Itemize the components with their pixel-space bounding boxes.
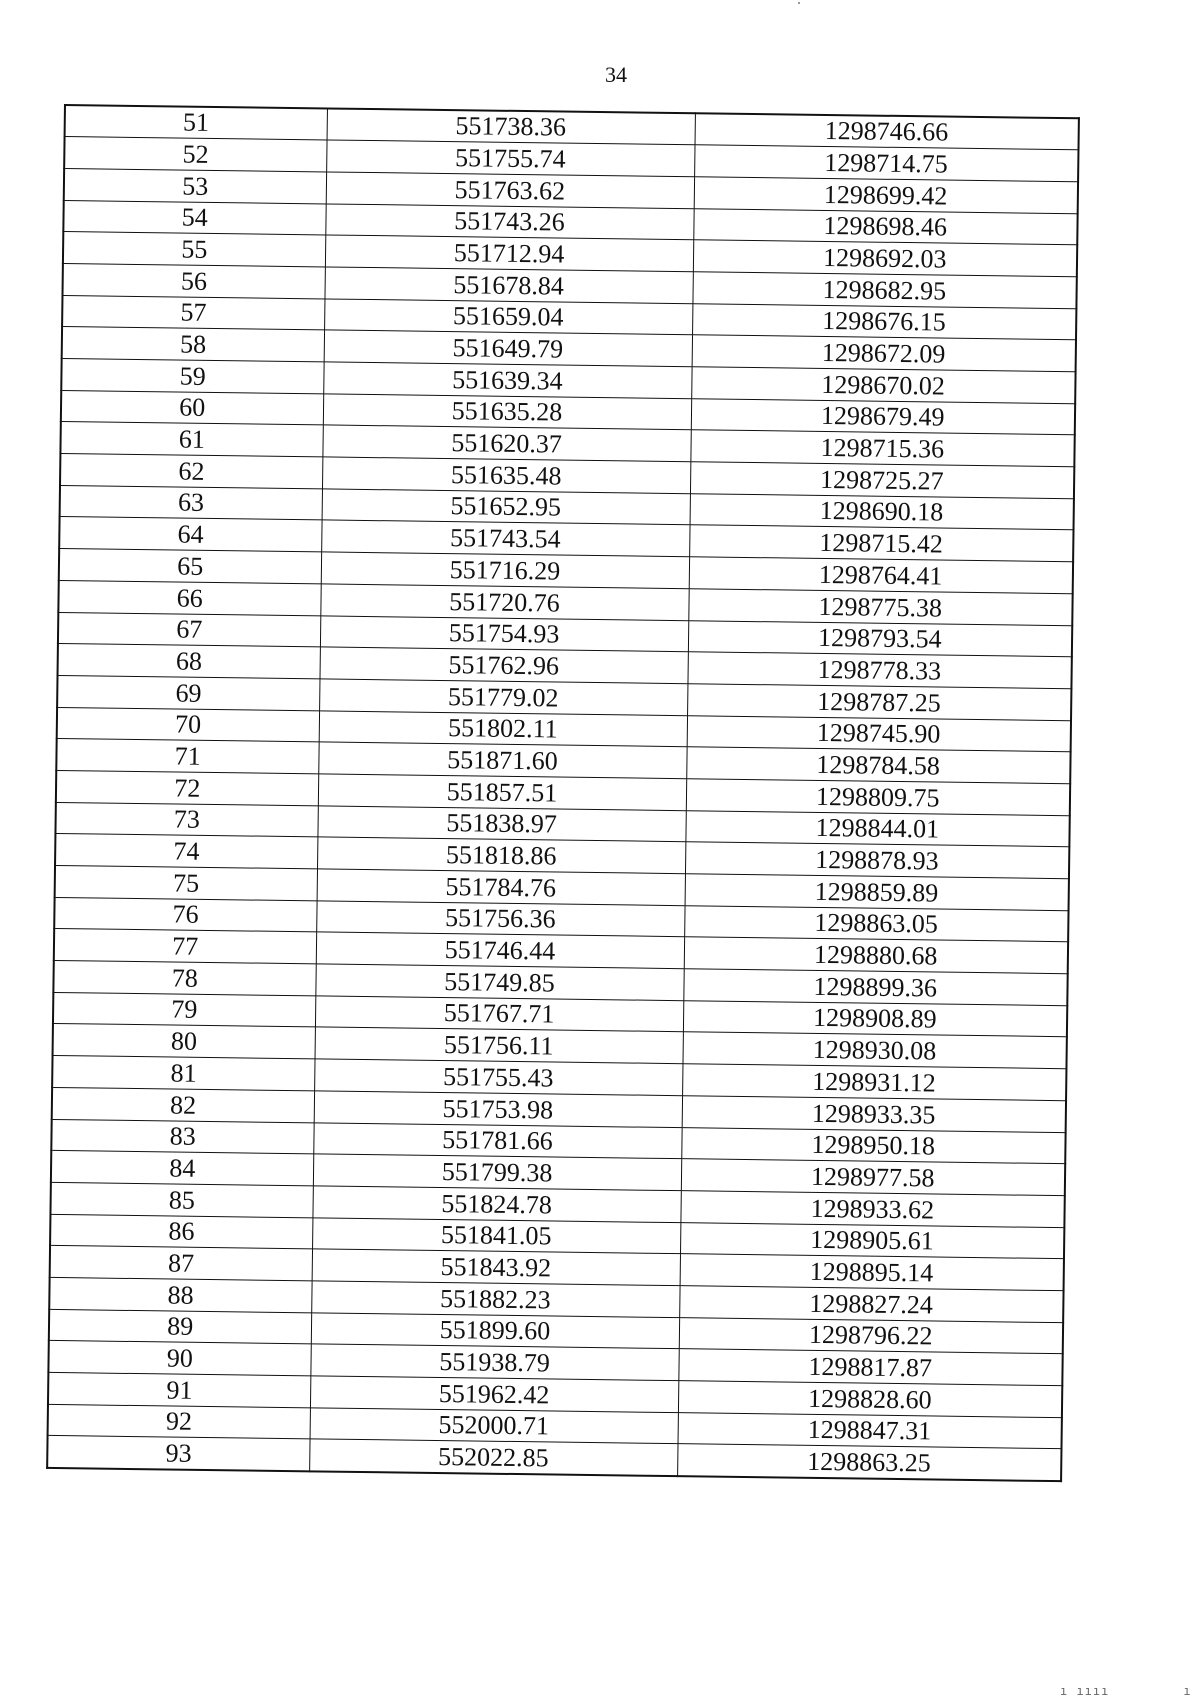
x-coordinate-cell: 551784.76: [317, 869, 685, 906]
y-coordinate-cell: 1298784.58: [686, 747, 1070, 784]
point-number-cell: 69: [57, 675, 319, 710]
x-coordinate-cell: 551824.78: [312, 1186, 680, 1223]
y-coordinate-cell: 1298828.60: [678, 1381, 1062, 1418]
x-coordinate-cell: 551753.98: [314, 1091, 682, 1128]
y-coordinate-cell: 1298775.38: [688, 589, 1072, 626]
point-number-cell: 57: [62, 295, 324, 330]
point-number-cell: 85: [50, 1182, 312, 1217]
x-coordinate-cell: 551738.36: [327, 108, 695, 145]
x-coordinate-cell: 551716.29: [321, 552, 689, 589]
y-coordinate-cell: 1298682.95: [692, 272, 1076, 309]
x-coordinate-cell: 551635.28: [323, 394, 691, 431]
point-number-cell: 62: [60, 454, 322, 489]
x-coordinate-cell: 552000.71: [310, 1408, 678, 1445]
y-coordinate-cell: 1298863.25: [677, 1444, 1061, 1481]
point-number-cell: 83: [51, 1119, 313, 1154]
x-coordinate-cell: 551962.42: [310, 1376, 678, 1413]
x-coordinate-cell: 551755.43: [314, 1059, 682, 1096]
y-coordinate-cell: 1298950.18: [681, 1127, 1065, 1164]
point-number-cell: 68: [58, 644, 320, 679]
point-number-cell: 79: [53, 992, 315, 1027]
y-coordinate-cell: 1298933.35: [682, 1095, 1066, 1132]
scan-edge-marks: ı ıııı ı: [1060, 1684, 1192, 1698]
x-coordinate-cell: 551871.60: [318, 742, 686, 779]
x-coordinate-cell: 551746.44: [316, 932, 684, 969]
x-coordinate-cell: 551818.86: [317, 837, 685, 874]
y-coordinate-cell: 1298809.75: [686, 779, 1070, 816]
point-number-cell: 80: [53, 1024, 315, 1059]
x-coordinate-cell: 551749.85: [315, 964, 683, 1001]
y-coordinate-cell: 1298796.22: [679, 1317, 1063, 1354]
y-coordinate-cell: 1298690.18: [690, 493, 1074, 530]
x-coordinate-cell: 551857.51: [318, 774, 686, 811]
point-number-cell: 56: [62, 263, 324, 298]
x-coordinate-cell: 551620.37: [322, 425, 690, 462]
point-number-cell: 89: [49, 1309, 311, 1344]
point-number-cell: 52: [64, 137, 326, 172]
x-coordinate-cell: 551659.04: [324, 299, 692, 336]
x-coordinate-cell: 551720.76: [320, 584, 688, 621]
y-coordinate-cell: 1298793.54: [688, 620, 1072, 657]
y-coordinate-cell: 1298670.02: [691, 367, 1075, 404]
y-coordinate-cell: 1298714.75: [694, 145, 1078, 182]
point-number-cell: 81: [52, 1056, 314, 1091]
y-coordinate-cell: 1298672.09: [692, 335, 1076, 372]
coordinates-table-body: [47, 105, 1079, 1481]
point-number-cell: 86: [50, 1214, 312, 1249]
y-coordinate-cell: 1298715.36: [690, 430, 1074, 467]
y-coordinate-cell: 1298787.25: [687, 684, 1071, 721]
point-number-cell: 58: [62, 327, 324, 362]
point-number-cell: 73: [55, 802, 317, 837]
page-number: 34: [605, 62, 627, 87]
point-number-cell: 92: [48, 1404, 310, 1439]
x-coordinate-cell: 551756.36: [316, 901, 684, 938]
point-number-cell: 91: [48, 1372, 310, 1407]
x-coordinate-cell: 551649.79: [324, 330, 692, 367]
y-coordinate-cell: 1298827.24: [679, 1286, 1063, 1323]
point-number-cell: 76: [54, 897, 316, 932]
y-coordinate-cell: 1298698.46: [693, 208, 1077, 245]
y-coordinate-cell: 1298931.12: [682, 1064, 1066, 1101]
point-number-cell: 60: [61, 390, 323, 425]
point-number-cell: 78: [53, 961, 315, 996]
x-coordinate-cell: 551802.11: [319, 710, 687, 747]
x-coordinate-cell: 551781.66: [313, 1122, 681, 1159]
point-number-cell: 74: [55, 834, 317, 869]
x-coordinate-cell: 551763.62: [326, 172, 694, 209]
x-coordinate-cell: 551743.26: [325, 203, 693, 240]
point-number-cell: 51: [65, 105, 327, 140]
x-coordinate-cell: 551899.60: [311, 1312, 679, 1349]
y-coordinate-cell: 1298895.14: [680, 1254, 1064, 1291]
point-number-cell: 54: [63, 200, 325, 235]
point-number-cell: 88: [49, 1277, 311, 1312]
x-coordinate-cell: 551762.96: [319, 647, 687, 684]
y-coordinate-cell: 1298817.87: [678, 1349, 1062, 1386]
point-number-cell: 66: [58, 580, 320, 615]
y-coordinate-cell: 1298878.93: [685, 842, 1069, 879]
point-number-cell: 59: [61, 358, 323, 393]
x-coordinate-cell: 552022.85: [309, 1439, 677, 1476]
point-number-cell: 70: [57, 707, 319, 742]
y-coordinate-cell: 1298847.31: [678, 1412, 1062, 1449]
point-number-cell: 65: [59, 549, 321, 584]
x-coordinate-cell: 551882.23: [311, 1281, 679, 1318]
point-number-cell: 87: [50, 1246, 312, 1281]
x-coordinate-cell: 551799.38: [313, 1154, 681, 1191]
point-number-cell: 72: [56, 770, 318, 805]
y-coordinate-cell: 1298778.33: [687, 652, 1071, 689]
x-coordinate-cell: 551843.92: [312, 1249, 680, 1286]
point-number-cell: 82: [52, 1087, 314, 1122]
x-coordinate-cell: 551639.34: [323, 362, 691, 399]
y-coordinate-cell: 1298699.42: [694, 177, 1078, 214]
y-coordinate-cell: 1298899.36: [683, 969, 1067, 1006]
y-coordinate-cell: 1298692.03: [693, 240, 1077, 277]
point-number-cell: 77: [54, 929, 316, 964]
y-coordinate-cell: 1298908.89: [683, 1000, 1067, 1037]
x-coordinate-cell: 551678.84: [324, 267, 692, 304]
y-coordinate-cell: 1298933.62: [680, 1191, 1064, 1228]
scan-speck: [798, 2, 800, 4]
x-coordinate-cell: 551841.05: [312, 1217, 680, 1254]
y-coordinate-cell: 1298880.68: [684, 937, 1068, 974]
point-number-cell: 64: [59, 517, 321, 552]
point-number-cell: 61: [60, 422, 322, 457]
x-coordinate-cell: 551755.74: [326, 140, 694, 177]
x-coordinate-cell: 551756.11: [315, 1027, 683, 1064]
x-coordinate-cell: 551712.94: [325, 235, 693, 272]
x-coordinate-cell: 551743.54: [321, 520, 689, 557]
coordinates-table: [46, 104, 1080, 1482]
x-coordinate-cell: 551767.71: [315, 996, 683, 1033]
x-coordinate-cell: 551652.95: [322, 489, 690, 526]
point-number-cell: 67: [58, 612, 320, 647]
point-number-cell: 93: [47, 1436, 309, 1471]
point-number-cell: 53: [64, 168, 326, 203]
y-coordinate-cell: 1298746.66: [695, 113, 1079, 150]
point-number-cell: 71: [56, 739, 318, 774]
y-coordinate-cell: 1298745.90: [687, 715, 1071, 752]
y-coordinate-cell: 1298863.05: [684, 905, 1068, 942]
point-number-cell: 84: [51, 1151, 313, 1186]
x-coordinate-cell: 551779.02: [319, 679, 687, 716]
x-coordinate-cell: 551838.97: [317, 806, 685, 843]
point-number-cell: 55: [63, 232, 325, 267]
point-number-cell: 63: [60, 485, 322, 520]
point-number-cell: 75: [55, 865, 317, 900]
y-coordinate-cell: 1298715.42: [689, 525, 1073, 562]
x-coordinate-cell: 551635.48: [322, 457, 690, 494]
x-coordinate-cell: 551754.93: [320, 615, 688, 652]
y-coordinate-cell: 1298905.61: [680, 1222, 1064, 1259]
point-number-cell: 90: [48, 1341, 310, 1376]
y-coordinate-cell: 1298679.49: [691, 398, 1075, 435]
x-coordinate-cell: 551938.79: [310, 1344, 678, 1381]
y-coordinate-cell: 1298977.58: [681, 1159, 1065, 1196]
y-coordinate-cell: 1298844.01: [685, 810, 1069, 847]
y-coordinate-cell: 1298725.27: [690, 462, 1074, 499]
y-coordinate-cell: 1298859.89: [685, 874, 1069, 911]
y-coordinate-cell: 1298676.15: [692, 303, 1076, 340]
y-coordinate-cell: 1298764.41: [689, 557, 1073, 594]
y-coordinate-cell: 1298930.08: [682, 1032, 1066, 1069]
